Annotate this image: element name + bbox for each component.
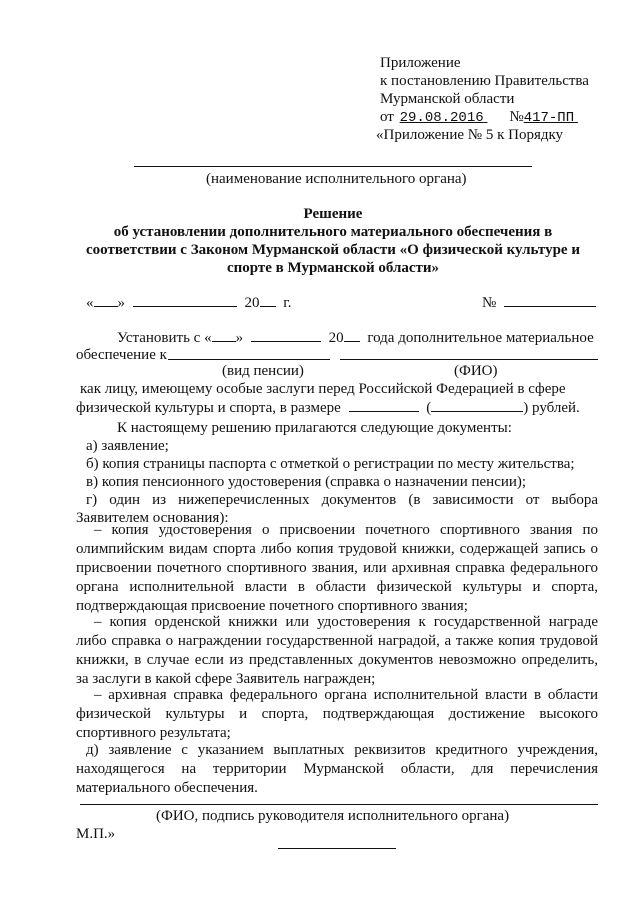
header-line-5: «Приложение № 5 к Порядку (376, 127, 564, 143)
establish-day-blank (212, 328, 236, 342)
attachment-item-g-line-1: г) один из нижеперечисленных документов (в зависимости от выбора (86, 492, 598, 508)
amount-words-open: ( (426, 400, 432, 416)
attachment-item-g-line-2: Заявителем основания): (76, 510, 229, 526)
establish-year: 20 (328, 330, 344, 346)
amount-text: физической культуры и спорта, в размере (76, 400, 341, 416)
date-day-blank (94, 293, 118, 307)
header-date: 29.08.2016 (399, 110, 484, 126)
establish-line-2 (76, 346, 167, 365)
document-option-1: – копия удостоверения о присвоении почетного спортивного звания по олимпийским видам спорта либо копия трудовой книжки, содержащей запись о присвоении почетного спортивного звания, или архивная справка федерального органа исполнительной власти в области физической культуры и спорта, подтверждающая присвоение почетного спортивного звания; (76, 522, 598, 614)
header-date-underline (484, 108, 506, 127)
fio-label: (ФИО) (454, 363, 498, 379)
header-date-prefix: от (380, 109, 394, 125)
bottom-separator (278, 848, 396, 849)
org-name-line (134, 166, 532, 167)
pension-blank-line (168, 359, 330, 360)
header-number-prefix: № (509, 109, 524, 125)
header-number: 417-ПП (523, 110, 575, 126)
fio-blank-line (340, 359, 598, 360)
title-line-2: соответствии с Законом Мурманской области «О физической культуре и (86, 242, 580, 258)
body-p1-line-2 (76, 398, 580, 418)
establish-year-blank (344, 328, 360, 342)
attachment-item-a: а) заявление; (86, 438, 169, 454)
date-month-blank (133, 293, 237, 307)
establish-month-blank (251, 328, 321, 342)
document-title: Решение (303, 206, 363, 222)
title-line-3: спорте в Мурманской области» (226, 260, 440, 276)
date-year-blank (260, 293, 276, 307)
date-close-quote: » (117, 295, 125, 311)
signature-caption: (ФИО, подпись руководителя исполнительного органа) (156, 808, 510, 824)
establish-suffix: года дополнительное материальное (367, 330, 594, 346)
attachment-item-v: в) копия пенсионного удостоверения (справка о назначении пенсии); (86, 474, 527, 490)
date-open-quote: « (86, 295, 94, 311)
pension-type-label: (вид пенсии) (222, 363, 304, 379)
establish-line (117, 328, 594, 348)
establish-prefix: Установить с « (117, 330, 212, 346)
number-sign: № (482, 295, 497, 311)
org-name-caption: (наименование исполнительного органа) (206, 171, 467, 187)
amount-words-blank (431, 398, 523, 412)
attachment-item-b: б) копия страницы паспорта с отметкой о регистрации по месту жительства; (86, 456, 575, 472)
signature-line (80, 804, 598, 805)
amount-words-close: ) рублей. (523, 400, 580, 416)
attachments-intro: К настоящему решению прилагаются следующие документы: (117, 420, 512, 436)
date-row (86, 293, 291, 313)
body-p1-line-1: как лицу, имеющему особые заслуги перед Российской Федерацией в сфере (80, 381, 566, 397)
header-line-1: Приложение (380, 55, 461, 71)
amount-blank (349, 398, 419, 412)
header-number-underline (574, 108, 596, 127)
header-date-line (380, 108, 596, 128)
stamp-mark: М.П.» (76, 826, 116, 842)
header-line-2: к постановлению Правительства (380, 73, 589, 89)
header-line-3: Мурманской области (380, 91, 515, 107)
number-blank (504, 293, 596, 307)
establish-mid: » (235, 330, 244, 346)
establish-line-2-text: обеспечение к (76, 347, 167, 363)
document-option-3: – архивная справка федерального органа исполнительной власти в области физической культуры и спорта, подтверждающая достижение высокого спортивного результата; (76, 687, 598, 741)
title-line-1: об установлении дополнительного материального обеспечения в (113, 224, 553, 240)
date-year-suffix: г. (283, 295, 292, 311)
decision-number (482, 293, 596, 313)
document-option-2: – копия орденской книжки или удостоверения к государственной награде либо справка о награждении государственной наградой, а также копия трудовой книжки, в случае если из представленных документов невозможно определить, за заслуги в какой сфере Заявитель награжден; (76, 614, 598, 687)
date-year-prefix: 20 (244, 295, 260, 311)
attachment-item-d: д) заявление с указанием выплатных реквизитов кредитного учреждения, находящегося на территории Мурманской области, для перечисления материального обеспечения. (76, 742, 598, 796)
